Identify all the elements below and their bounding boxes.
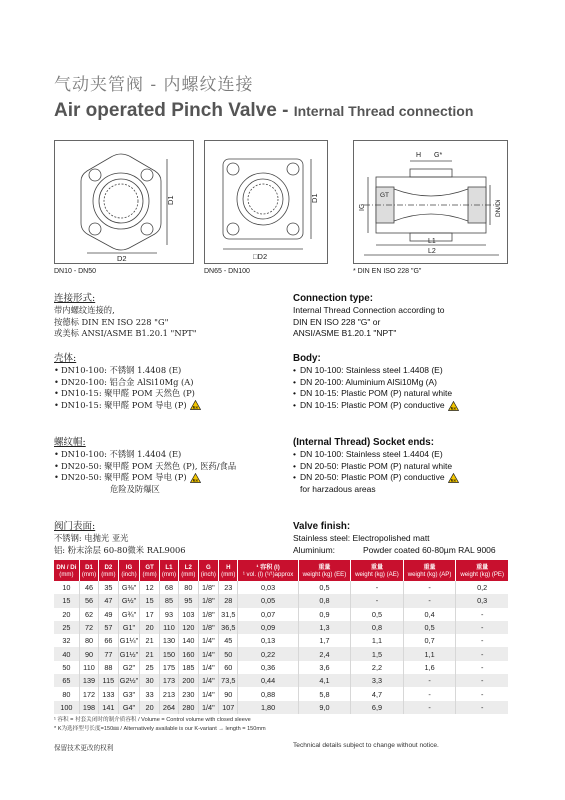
header-unit: (mm) <box>81 570 97 578</box>
page-title-en <box>54 100 473 122</box>
table-cell: 4,1 <box>298 674 351 687</box>
table-cell: 172 <box>79 687 98 700</box>
header-unit: weight (kg) (PE) <box>460 570 505 578</box>
table-header-cell <box>351 560 404 581</box>
table-cell: G⅜" <box>118 581 140 594</box>
header-unit: weight (kg) (AE) <box>355 570 399 578</box>
table-header-cell <box>140 560 159 581</box>
table-cell: 93 <box>159 608 178 621</box>
finish-cn-heading: 阀门表面: <box>54 521 96 532</box>
table-cell: 213 <box>159 687 178 700</box>
table-cell: 1/4" <box>198 661 219 674</box>
header-label: G <box>205 563 211 571</box>
dim-l1-label: L1 <box>428 238 436 245</box>
svg-text:Ex: Ex <box>192 404 198 410</box>
header-label: 重量 <box>476 563 489 571</box>
table-cell: 40 <box>54 647 79 660</box>
table-cell: - <box>456 621 508 634</box>
table-cell: 0,5 <box>403 621 456 634</box>
table-cell: 200 <box>179 674 198 687</box>
table-cell: 47 <box>99 594 118 607</box>
socket-cn-heading: 螺纹帽: <box>54 437 86 448</box>
table-cell: 73,5 <box>219 674 238 687</box>
table-cell: 20 <box>54 608 79 621</box>
table-cell: 17 <box>140 608 159 621</box>
table-cell: - <box>403 594 456 607</box>
finish-en-line <box>293 545 496 557</box>
table-cell: 88 <box>99 661 118 674</box>
table-row <box>54 634 508 647</box>
table-cell: 46 <box>79 581 98 594</box>
table-cell: 68 <box>159 581 178 594</box>
table-cell: 198 <box>79 701 98 714</box>
connection-cn-heading: 连接形式: <box>54 293 96 304</box>
table-cell: 35 <box>99 581 118 594</box>
table-cell: 32 <box>54 634 79 647</box>
socket-cn-item: • DN10-100: 不锈钢 1.4404 (E) <box>54 449 236 461</box>
table-cell: 28 <box>219 594 238 607</box>
table-cell: 3,3 <box>351 674 404 687</box>
table-cell: - <box>351 594 404 607</box>
table-cell: 185 <box>179 661 198 674</box>
table-cell: 65 <box>54 674 79 687</box>
finish-en-line: Stainless steel: Electropolished matt <box>293 533 430 543</box>
table-header-row <box>54 560 508 581</box>
table-cell: 90 <box>79 647 98 660</box>
table-cell: 62 <box>79 608 98 621</box>
footer-cn: 保留技术更改的权利 <box>54 744 114 752</box>
table-cell: 25 <box>140 661 159 674</box>
table-row <box>54 687 508 700</box>
header-unit: ¹ vol. (l) (¹/¹)approx <box>242 570 294 578</box>
table-cell: 0,03 <box>238 581 298 594</box>
dim-ig-label: IG <box>359 203 366 211</box>
table-cell: G1½" <box>118 647 140 660</box>
table-cell: 95 <box>179 594 198 607</box>
table-cell: 80 <box>179 581 198 594</box>
table-cell: 45 <box>219 634 238 647</box>
dim-d2-label: □D2 <box>253 252 268 261</box>
socket-en-extra: for harzadous areas <box>300 483 376 494</box>
header-unit: (mm) <box>161 570 177 578</box>
body-en-heading: Body: <box>293 353 321 364</box>
table-cell: 120 <box>179 621 198 634</box>
table-cell: G2½" <box>118 674 140 687</box>
table-cell: 56 <box>79 594 98 607</box>
header-label: GT <box>145 563 154 571</box>
table-cell: 21 <box>140 634 159 647</box>
table-row <box>54 581 508 594</box>
finish-en-heading: Valve finish: <box>293 521 351 532</box>
warning-ex-icon <box>448 473 459 483</box>
table-cell: 0,3 <box>456 594 508 607</box>
table-header-cell <box>198 560 219 581</box>
finish-en-value: Powder coated 60-80µm RAL 9006 <box>363 544 496 555</box>
socket-cn <box>54 436 236 495</box>
header-label: 重量 <box>423 563 436 571</box>
table-cell: 0,13 <box>238 634 298 647</box>
body-en-item: • DN 10-15: Plastic POM (P) natural white <box>293 388 459 400</box>
table-cell: 1/4" <box>198 701 219 714</box>
drawing-dn65-dn100 <box>204 140 328 264</box>
dim-h-label: H <box>416 152 422 159</box>
table-header-cell <box>159 560 178 581</box>
dim-gt-label: GT <box>380 192 390 199</box>
header-label: L1 <box>165 563 173 571</box>
table-header-cell <box>238 560 298 581</box>
dim-dndi-label: DN/Di <box>495 199 502 217</box>
table-row <box>54 701 508 714</box>
table-cell: 1,3 <box>298 621 351 634</box>
page-title-en-main: Air operated Pinch Valve - <box>54 100 294 121</box>
table-cell: 0,2 <box>477 583 488 593</box>
table-cell: G¾" <box>118 608 140 621</box>
table-cell: G½" <box>118 594 140 607</box>
table-cell: 0,7 <box>403 634 456 647</box>
table-cell: 107 <box>219 701 238 714</box>
section-svg <box>354 141 509 265</box>
table-row <box>54 621 508 634</box>
connection-cn-line: 带内螺纹连接的, <box>54 305 115 315</box>
header-label: ¹ 容积 (l) <box>256 563 280 571</box>
socket-en-item-text: DN 20-50: Plastic POM (P) conductive <box>300 472 445 483</box>
table-cell: 12 <box>140 581 159 594</box>
table-cell: 1/8" <box>198 581 219 594</box>
table-cell: - <box>403 674 456 687</box>
finish-en-label: Aluminium: <box>293 544 336 555</box>
table-cell: 0,44 <box>238 674 298 687</box>
header-label: 重量 <box>370 563 384 571</box>
table-cell: 60 <box>219 661 238 674</box>
header-label: D1 <box>85 563 93 571</box>
table-cell: - <box>403 701 456 714</box>
finish-en <box>293 520 496 556</box>
table-cell: 4,7 <box>351 687 404 700</box>
table-cell: - <box>480 662 484 672</box>
table-cell: 1,6 <box>403 661 456 674</box>
body-cn <box>54 352 201 411</box>
table-cell: G4" <box>118 701 140 714</box>
socket-en-heading: (Internal Thread) Socket ends: <box>293 437 434 448</box>
table-header-cell <box>179 560 198 581</box>
connection-en <box>293 292 445 340</box>
header-unit: (mm) <box>59 570 74 578</box>
table-cell: - <box>351 581 404 594</box>
table-cell: 20 <box>140 701 159 714</box>
table-cell: 1/4" <box>198 647 219 660</box>
table-cell: 36,5 <box>219 621 238 634</box>
header-label: H <box>226 563 231 571</box>
body-cn-item-conductive <box>54 400 201 412</box>
dim-d1-label: D1 <box>166 195 175 205</box>
table-cell: - <box>480 609 484 619</box>
table-cell: 1,80 <box>238 701 298 714</box>
table-cell: 49 <box>99 608 118 621</box>
table-cell: - <box>403 581 456 594</box>
table-cell: 1,7 <box>298 634 351 647</box>
svg-text:Ex: Ex <box>192 477 198 483</box>
table-header-cell <box>456 560 508 581</box>
socket-en <box>293 436 459 495</box>
table-cell: - <box>480 689 484 699</box>
table-cell: - <box>456 647 508 660</box>
footnote-k-variant: * K为选择型号长度=150㎜ / Alternatively available is our K-variant → length = 150mm <box>54 726 266 732</box>
table-cell: 1/4" <box>198 634 219 647</box>
socket-en-item: • DN 20-50: Plastic POM (P) natural white <box>293 461 459 473</box>
table-cell: 15 <box>140 594 159 607</box>
table-cell: 133 <box>99 687 118 700</box>
table-cell: 15 <box>54 594 79 607</box>
header-unit: (mm) <box>181 570 196 578</box>
table-header-cell <box>79 560 98 581</box>
table-cell: 6,9 <box>351 701 404 714</box>
table-cell: 90 <box>219 687 238 700</box>
table-cell: 0,5 <box>298 581 351 594</box>
table-cell: 173 <box>159 674 178 687</box>
table-cell: 66 <box>99 634 118 647</box>
table-row <box>54 608 508 621</box>
header-unit: (mm) <box>221 570 236 578</box>
table-cell: 57 <box>99 621 118 634</box>
table-cell: 30 <box>140 674 159 687</box>
table-cell: 110 <box>79 661 98 674</box>
connection-en-line: DIN EN ISO 228 "G" or <box>293 316 381 327</box>
table-cell: 230 <box>179 687 198 700</box>
svg-text:Ex: Ex <box>450 477 456 483</box>
table-row <box>54 661 508 674</box>
header-label: 重量 <box>318 563 331 571</box>
table-cell: 1/4" <box>198 674 219 687</box>
table-cell: 80 <box>79 634 98 647</box>
dim-g-label: G* <box>434 152 443 159</box>
dim-d2-label: D2 <box>117 254 127 263</box>
table-cell: 2,2 <box>351 661 404 674</box>
table-cell: 141 <box>99 701 118 714</box>
table-cell: 0,4 <box>403 608 456 621</box>
body-en-item-conductive <box>293 400 459 412</box>
drawing-dn10-dn50 <box>54 140 194 264</box>
table-cell: 139 <box>79 674 98 687</box>
socket-cn-item-conductive <box>54 472 236 484</box>
table-cell: 115 <box>99 674 118 687</box>
table-cell: - <box>480 636 484 646</box>
socket-cn-item: • DN20-50: 聚甲醛 POM 天然色 (P), 医药/食品 <box>54 461 236 473</box>
table-cell: 0,09 <box>238 621 298 634</box>
table-cell: 10 <box>54 581 79 594</box>
table-cell: 0,22 <box>238 647 298 660</box>
socket-en-item: • DN 10-100: Stainless steel 1.4404 (E) <box>293 449 459 461</box>
socket-cn-extra: 危险及防爆区 <box>110 483 160 494</box>
body-en <box>293 352 459 411</box>
table-cell: 5,8 <box>298 687 351 700</box>
connection-en-line: ANSI/ASME B1.20.1 "NPT" <box>293 328 397 339</box>
page-title-cn: 气动夹管阀 - 内螺纹连接 <box>54 75 254 95</box>
socket-en-item-conductive <box>293 472 459 484</box>
connection-en-heading: Connection type: <box>293 293 374 304</box>
table-cell: 1/8" <box>198 621 219 634</box>
table-cell: 77 <box>99 647 118 660</box>
table-cell: 0,36 <box>238 661 298 674</box>
flange-round-svg <box>55 141 195 265</box>
drawing-section <box>353 140 508 264</box>
table-cell: 1,5 <box>351 647 404 660</box>
table-cell: 264 <box>159 701 178 714</box>
body-en-item: • DN 10-100: Stainless steel 1.4408 (E) <box>293 365 459 377</box>
drawing-caption-3: * DIN EN ISO 228 "G" <box>353 268 422 275</box>
table-row <box>54 647 508 660</box>
page-title-en-sub: Internal Thread connection <box>293 103 474 119</box>
table-cell: 150 <box>159 647 178 660</box>
table-cell: 2,4 <box>298 647 351 660</box>
header-unit: weight (kg) (AP) <box>407 570 452 578</box>
table-cell: 1,1 <box>403 647 456 660</box>
connection-cn-line: 按德标 DIN EN ISO 228 "G" <box>54 316 169 327</box>
connection-cn <box>54 292 197 340</box>
table-header-cell <box>219 560 238 581</box>
table-cell: 1/8" <box>198 608 219 621</box>
table-cell: 0,9 <box>298 608 351 621</box>
table-cell: 85 <box>159 594 178 607</box>
warning-ex-icon <box>190 400 201 410</box>
svg-text:Ex: Ex <box>450 405 456 411</box>
table-cell: 130 <box>159 634 178 647</box>
table-cell: 110 <box>159 621 178 634</box>
table-cell: G2" <box>118 661 140 674</box>
table-cell: 175 <box>159 661 178 674</box>
header-unit: (inch) <box>121 570 137 578</box>
header-unit: weight (kg) (EE) <box>302 570 347 578</box>
table-cell: 72 <box>79 621 98 634</box>
finish-cn-line: 铝: 粉末涂层 60-80微米 RAL9006 <box>54 544 186 555</box>
finish-cn <box>54 520 186 556</box>
table-cell: 50 <box>219 647 238 660</box>
body-cn-item-text: DN10-15: 聚甲醛 POM 导电 (P) <box>61 399 187 410</box>
table-cell: 1,1 <box>351 634 404 647</box>
warning-ex-icon <box>190 473 201 483</box>
table-cell: 160 <box>179 647 198 660</box>
header-unit: (inch) <box>200 570 216 578</box>
table-row <box>54 674 508 687</box>
body-cn-item: • DN10-15: 聚甲醛 POM 天然色 (P) <box>54 388 201 400</box>
header-unit: (mm) <box>142 570 157 578</box>
table-cell: 9,0 <box>298 701 351 714</box>
flange-square-svg <box>205 141 329 265</box>
table-cell: 1/8" <box>198 594 219 607</box>
table-header-cell <box>99 560 118 581</box>
table-cell: 50 <box>54 661 79 674</box>
table-cell: 25 <box>54 621 79 634</box>
table-cell: - <box>403 687 456 700</box>
table-cell: 20 <box>140 621 159 634</box>
table-cell: 0,07 <box>238 608 298 621</box>
table-cell: G3" <box>118 687 140 700</box>
socket-cn-item-text: DN20-50: 聚甲醛 POM 导电 (P) <box>61 472 187 483</box>
table-cell: 0,8 <box>298 594 351 607</box>
table-body <box>54 581 508 714</box>
table-header-cell <box>403 560 456 581</box>
table-cell: 280 <box>179 701 198 714</box>
warning-ex-icon <box>448 401 459 411</box>
table-cell: - <box>456 701 508 714</box>
header-label: IG <box>125 563 133 571</box>
table-header-cell <box>54 560 79 581</box>
table-cell: G1" <box>118 621 140 634</box>
table-cell: 1/4" <box>198 687 219 700</box>
table-cell: 0,88 <box>238 687 298 700</box>
table-cell: G1¼" <box>118 634 140 647</box>
table-cell: 21 <box>140 647 159 660</box>
table-cell: 33 <box>140 687 159 700</box>
footnote-volume: ¹ 容积 = 衬套关闭时的制介质容积 / Volume = Control volume with closed sleeve <box>54 717 251 723</box>
table-cell: 0,8 <box>351 621 404 634</box>
table-cell: 103 <box>179 608 198 621</box>
body-en-item-text: DN 10-15: Plastic POM (P) conductive <box>300 399 445 410</box>
drawing-caption-2: DN65 - DN100 <box>204 268 250 275</box>
body-cn-item: • DN20-100: 铝合金 AlSi10Mg (A) <box>54 377 201 389</box>
footer-en: Technical details subject to change without notice. <box>293 742 439 749</box>
table-header-cell <box>118 560 140 581</box>
header-label: DN / Di <box>56 563 77 571</box>
connection-cn-line: 或美标 ANSI/ASME B1.20.1 "NPT" <box>54 328 197 339</box>
connection-en-line: Internal Thread Connection according to <box>293 305 445 315</box>
table-cell: 31,5 <box>219 608 238 621</box>
dim-l2-label: L2 <box>428 248 436 255</box>
table-row <box>54 594 508 607</box>
header-label: L2 <box>184 563 192 571</box>
finish-cn-line: 不锈钢: 电抛光 亚光 <box>54 533 129 543</box>
dimension-table <box>54 560 508 714</box>
table-cell: 0,05 <box>238 594 298 607</box>
table-cell: 23 <box>219 581 238 594</box>
table-cell: - <box>456 674 508 687</box>
body-cn-item: • DN10-100: 不锈钢 1.4408 (E) <box>54 365 201 377</box>
table-cell: 100 <box>54 701 79 714</box>
table-cell: 140 <box>179 634 198 647</box>
header-unit: (mm) <box>101 570 116 578</box>
table-header-cell <box>298 560 351 581</box>
table-cell: 80 <box>54 687 79 700</box>
table-cell: 0,5 <box>351 608 404 621</box>
dim-d1-label: D1 <box>310 193 319 203</box>
body-cn-heading: 壳体: <box>54 353 77 364</box>
table-cell: 3,6 <box>298 661 351 674</box>
drawing-caption-1: DN10 - DN50 <box>54 268 97 275</box>
header-label: D2 <box>104 563 113 571</box>
body-en-item: • DN 20-100: Aluminium AlSi10Mg (A) <box>293 377 459 389</box>
